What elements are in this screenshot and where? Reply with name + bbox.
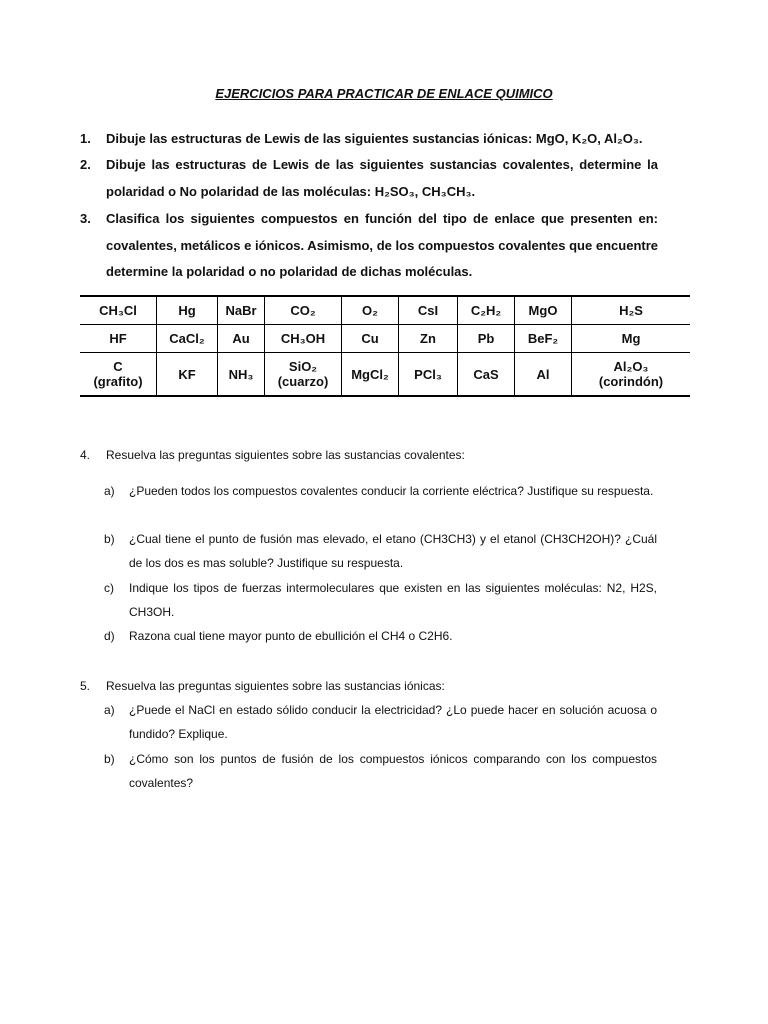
table-cell: C₂H₂ bbox=[458, 296, 515, 325]
question-number: 5. bbox=[80, 679, 91, 693]
question-number: 2. bbox=[80, 157, 91, 172]
table-cell: CH₃Cl bbox=[80, 296, 157, 325]
table-cell: H₂S bbox=[572, 296, 691, 325]
item-text: ¿Cual tiene el punto de fusión mas elevado, el etano (CH3CH3) y el etanol (CH3CH2OH)? ¿Cuál de los dos es mas soluble? Justifique su respuesta. bbox=[129, 532, 657, 570]
question-number: 4. bbox=[80, 448, 91, 462]
q5-item-b bbox=[104, 747, 657, 795]
item-letter: a) bbox=[104, 484, 115, 498]
item-letter: d) bbox=[104, 629, 115, 643]
table-cell: CaS bbox=[458, 353, 515, 397]
question-text: Clasifica los siguientes compuestos en función del tipo de enlace que presenten en: covalentes, metálicos e iónicos. Asimismo, de los compuestos covalentes que encuentre determine la polaridad o no polaridad de dichas moléculas. bbox=[106, 211, 658, 279]
item-letter: b) bbox=[104, 752, 115, 766]
document-title: EJERCICIOS PARA PRACTICAR DE ENLACE QUIMICO bbox=[215, 86, 553, 101]
q4-item-c bbox=[104, 576, 657, 624]
table-cell: CsI bbox=[399, 296, 458, 325]
table-cell: MgCl₂ bbox=[342, 353, 399, 397]
table-cell: Zn bbox=[399, 325, 458, 353]
table-cell: C (grafito) bbox=[80, 353, 157, 397]
table-cell: MgO bbox=[515, 296, 572, 325]
table-cell: Pb bbox=[458, 325, 515, 353]
compounds-table-body bbox=[80, 296, 690, 396]
question-text: Dibuje las estructuras de Lewis de las siguientes sustancias covalentes, determine la polaridad o No polaridad de las moléculas: H₂SO₃, CH₃CH₃. bbox=[106, 157, 658, 199]
table-row bbox=[80, 353, 690, 397]
question-text: Dibuje las estructuras de Lewis de las siguientes sustancias iónicas: MgO, K₂O, Al₂O₃. bbox=[106, 131, 643, 146]
question-number: 3. bbox=[80, 211, 91, 226]
table-cell: Au bbox=[218, 325, 265, 353]
q4-item-a bbox=[104, 479, 657, 503]
question-text: Resuelva las preguntas siguientes sobre las sustancias iónicas: bbox=[106, 679, 445, 693]
table-cell: SiO₂ (cuarzo) bbox=[265, 353, 342, 397]
table-cell: Hg bbox=[157, 296, 218, 325]
table-row bbox=[80, 296, 690, 325]
q4-item-b bbox=[104, 527, 657, 575]
question-4 bbox=[80, 443, 658, 467]
table-cell: KF bbox=[157, 353, 218, 397]
table-cell: HF bbox=[80, 325, 157, 353]
question-3 bbox=[80, 206, 658, 286]
item-text: Razona cual tiene mayor punto de ebullición el CH4 o C2H6. bbox=[129, 629, 453, 643]
question-text: Resuelva las preguntas siguientes sobre las sustancias covalentes: bbox=[106, 448, 465, 462]
table-cell: CH₃OH bbox=[265, 325, 342, 353]
q4-item-d bbox=[104, 624, 657, 648]
item-letter: a) bbox=[104, 703, 115, 717]
item-text: ¿Puede el NaCl en estado sólido conducir la electricidad? ¿Lo puede hacer en solución acuosa o fundido? Explique. bbox=[129, 703, 657, 741]
q5-item-a bbox=[104, 698, 657, 746]
question-number: 1. bbox=[80, 131, 91, 146]
compounds-table bbox=[80, 295, 690, 397]
item-text: ¿Cómo son los puntos de fusión de los compuestos iónicos comparando con los compuestos covalentes? bbox=[129, 752, 657, 790]
item-letter: c) bbox=[104, 581, 114, 595]
table-cell: CaCl₂ bbox=[157, 325, 218, 353]
table-cell: PCl₃ bbox=[399, 353, 458, 397]
question-5 bbox=[80, 674, 658, 698]
table-row bbox=[80, 325, 690, 353]
item-letter: b) bbox=[104, 532, 115, 546]
table-cell: CO₂ bbox=[265, 296, 342, 325]
table-cell: Cu bbox=[342, 325, 399, 353]
question-1 bbox=[80, 126, 658, 153]
table-cell: NH₃ bbox=[218, 353, 265, 397]
item-text: Indique los tipos de fuerzas intermoleculares que existen en las siguientes moléculas: N2, H2S, CH3OH. bbox=[129, 581, 657, 619]
table-cell: Al bbox=[515, 353, 572, 397]
table-cell: BeF₂ bbox=[515, 325, 572, 353]
table-cell: Al₂O₃ (corindón) bbox=[572, 353, 691, 397]
item-text: ¿Pueden todos los compuestos covalentes conducir la corriente eléctrica? Justifique su respuesta. bbox=[129, 484, 654, 498]
table-cell: Mg bbox=[572, 325, 691, 353]
table-cell: O₂ bbox=[342, 296, 399, 325]
question-2 bbox=[80, 152, 658, 205]
table-cell: NaBr bbox=[218, 296, 265, 325]
